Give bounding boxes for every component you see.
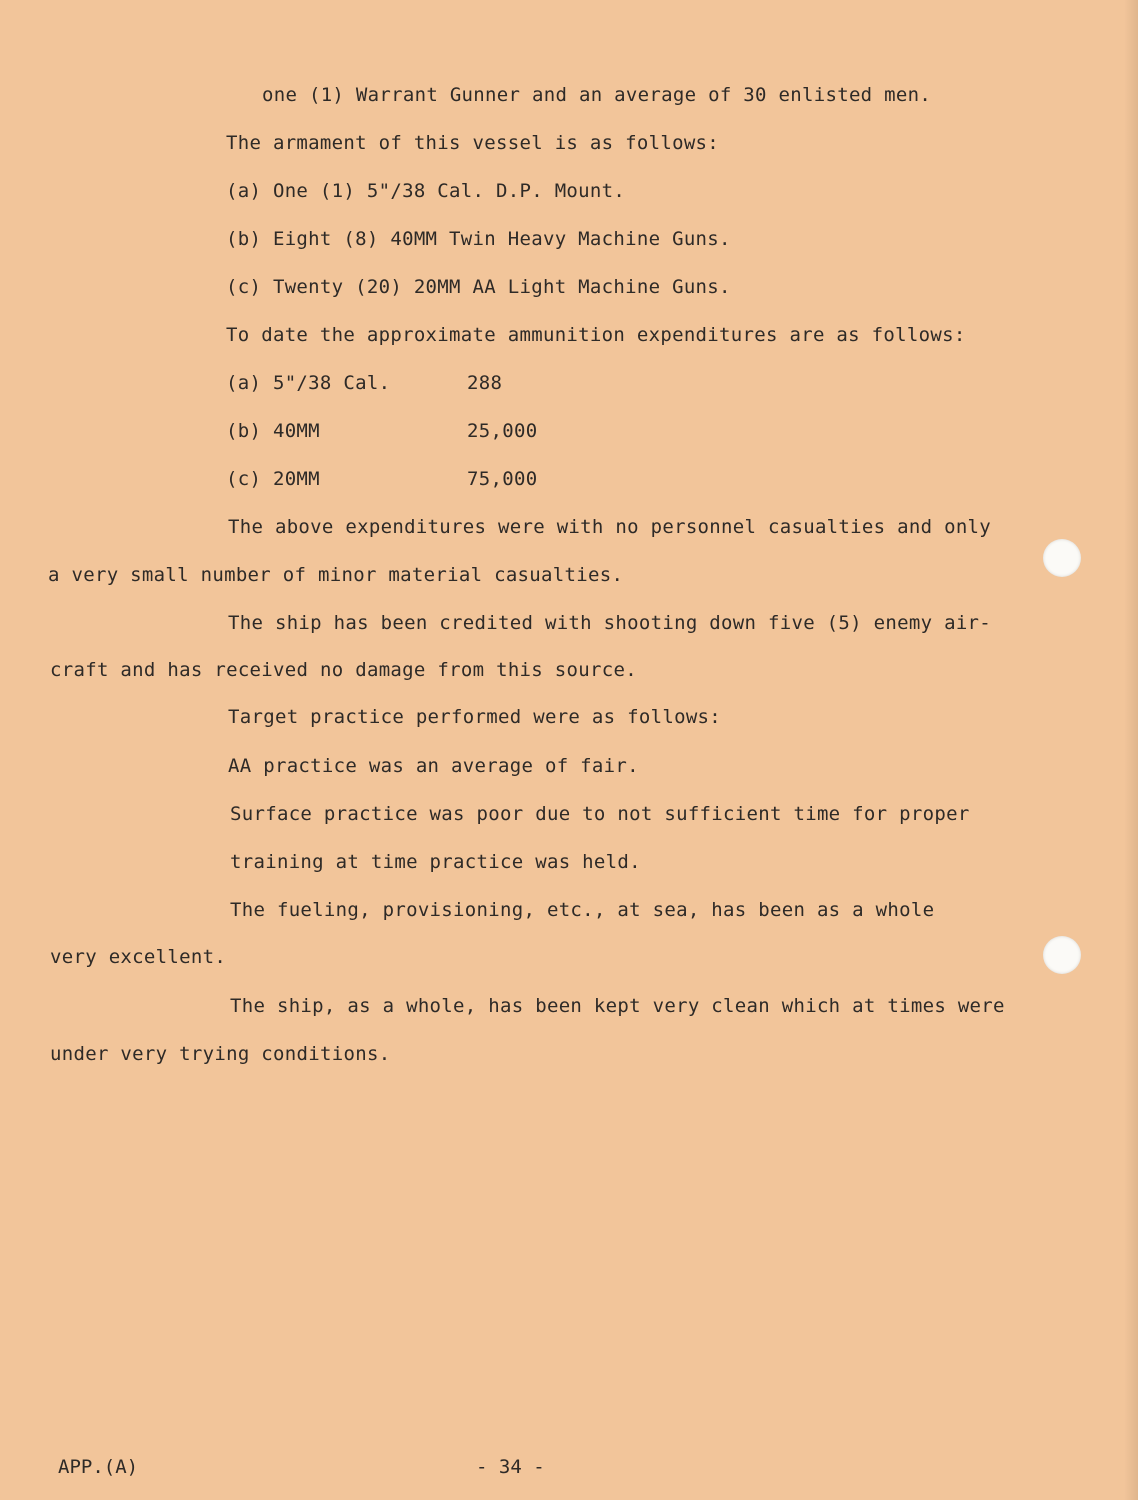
text-line: one (1) Warrant Gunner and an average of 30 enlisted men. — [262, 84, 932, 106]
text-line: very excellent. — [50, 946, 227, 968]
text-line: The fueling, provisioning, etc., at sea, has been as a whole — [230, 899, 935, 921]
text-line: a very small number of minor material casualties. — [48, 564, 624, 586]
punch-hole-upper — [1043, 539, 1081, 577]
text-line: (a) One (1) 5"/38 Cal. D.P. Mount. — [226, 180, 626, 202]
appendix-label: APP.(A) — [58, 1456, 139, 1478]
text-line: The ship, as a whole, has been kept very clean which at times were — [230, 995, 1005, 1017]
punch-hole-lower — [1043, 936, 1081, 974]
page-number: - 34 - — [476, 1456, 545, 1478]
expenditure-item: (b) 40MM — [226, 420, 320, 442]
expenditure-amount: 75,000 — [467, 468, 538, 490]
expenditure-item: (a) 5"/38 Cal. — [226, 372, 391, 394]
text-line: under very trying conditions. — [50, 1043, 391, 1065]
text-line: craft and has received no damage from this source. — [50, 659, 637, 681]
expenditure-amount: 288 — [467, 372, 503, 394]
text-line: To date the approximate ammunition expenditures are as follows: — [226, 324, 966, 346]
expenditure-amount: 25,000 — [467, 420, 538, 442]
text-line: AA practice was an average of fair. — [228, 755, 639, 777]
text-line: (c) Twenty (20) 20MM AA Light Machine Guns. — [226, 276, 731, 298]
expenditure-item: (c) 20MM — [226, 468, 320, 490]
text-line: training at time practice was held. — [230, 851, 641, 873]
text-line: Surface practice was poor due to not sufficient time for proper — [230, 803, 970, 825]
text-line: The above expenditures were with no personnel casualties and only — [228, 516, 992, 538]
page-edge — [1124, 0, 1138, 1500]
text-line: Target practice performed were as follows: — [228, 706, 722, 728]
text-line: (b) Eight (8) 40MM Twin Heavy Machine Guns. — [226, 228, 731, 250]
text-line: The ship has been credited with shooting down five (5) enemy air- — [228, 612, 992, 634]
text-line: The armament of this vessel is as follows: — [226, 132, 720, 154]
